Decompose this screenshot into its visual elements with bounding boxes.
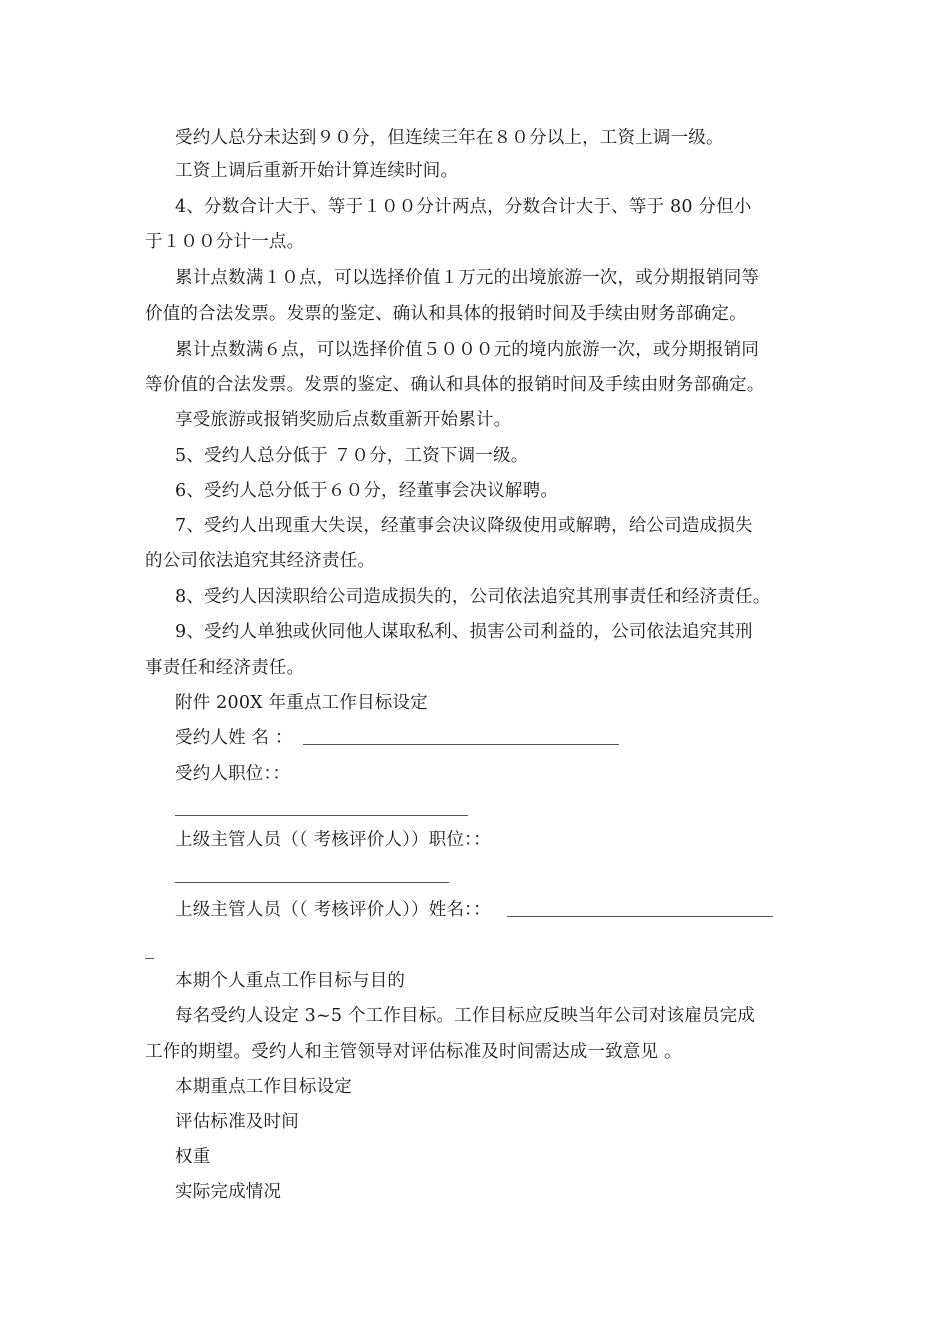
paragraph-line: 9、受约人单独或伙同他人谋取私利、损害公司利益的，公司依法追究其刑 (175, 622, 753, 642)
field-label-position: 受约人职位：： (175, 764, 291, 784)
field-row-supervisor-name (175, 898, 773, 922)
supervisor-name-fill-line (507, 900, 773, 917)
paragraph-line: 4、分数合计大于、等于１００分计两点，分数合计大于、等于 80 分但小 (175, 197, 752, 217)
table-item-weight: 权重 (175, 1147, 211, 1167)
field-label-supervisor-position: 上级主管人员（（ 考核评价人））职位：： (175, 830, 491, 850)
name-fill-line (303, 728, 619, 745)
table-item-actual: 实际完成情况 (175, 1182, 282, 1202)
section-heading: 本期个人重点工作目标与目的 (175, 971, 406, 991)
field-label-supervisor-name: 上级主管人员（（ 考核评价人））姓名：： (175, 900, 491, 920)
supervisor-position-fill-line (175, 882, 449, 883)
paragraph-line: 6、受约人总分低于６０分，经董事会决议解聘。 (175, 481, 559, 501)
paragraph-line: 的公司依法追究其经济责任。 (145, 551, 376, 571)
paragraph-line: 于１００分计一点。 (145, 232, 305, 252)
paragraph-line: 事责任和经济责任。 (145, 658, 305, 678)
paragraph-line: 每名受约人设定 3~5 个工作目标。工作目标应反映当年公司对该雇员完成 (175, 1006, 756, 1026)
paragraph-line: 累计点数满１０点，可以选择价值１万元的出境旅游一次，或分期报销同等 (175, 268, 760, 288)
paragraph-line: 享受旅游或报销奖励后点数重新开始累计。 (175, 410, 512, 430)
attachment-heading: 附件 200X 年重点工作目标设定 (175, 693, 428, 713)
paragraph-line: 等价值的合法发票。发票的鉴定、确认和具体的报销时间及手续由财务部确定。 (145, 375, 765, 395)
table-item-goal: 本期重点工作目标设定 (175, 1077, 352, 1097)
paragraph-line: 工资上调后重新开始计算连续时间。 (175, 161, 459, 181)
paragraph-line: 8、受约人因渎职给公司造成损失的，公司依法追究其刑事责任和经济责任。 (175, 587, 771, 607)
paragraph-line: 5、受约人总分低于 ７０分，工资下调一级。 (175, 446, 529, 466)
paragraph-line: 累计点数满６点，可以选择价值５０００元的境内旅游一次，或分期报销同 (175, 340, 760, 360)
paragraph-line: 受约人总分未达到９０分，但连续三年在８０分以上，工资上调一级。 (175, 128, 724, 148)
paragraph-line: 工作的期望。受约人和主管领导对评估标准及时间需达成一致意见 。 (145, 1042, 682, 1062)
paragraph-line: 价值的合法发票。发票的鉴定、确认和具体的报销时间及手续由财务部确定。 (145, 304, 747, 324)
field-row-name (175, 726, 619, 750)
supervisor-name-fill-line-wrap (145, 958, 154, 959)
field-label-name: 受约人姓 名 ： (175, 728, 293, 748)
table-item-criteria: 评估标准及时间 (175, 1112, 299, 1132)
position-fill-line (175, 815, 468, 816)
paragraph-line: 7、受约人出现重大失误，经董事会决议降级使用或解聘，给公司造成损失 (175, 516, 753, 536)
